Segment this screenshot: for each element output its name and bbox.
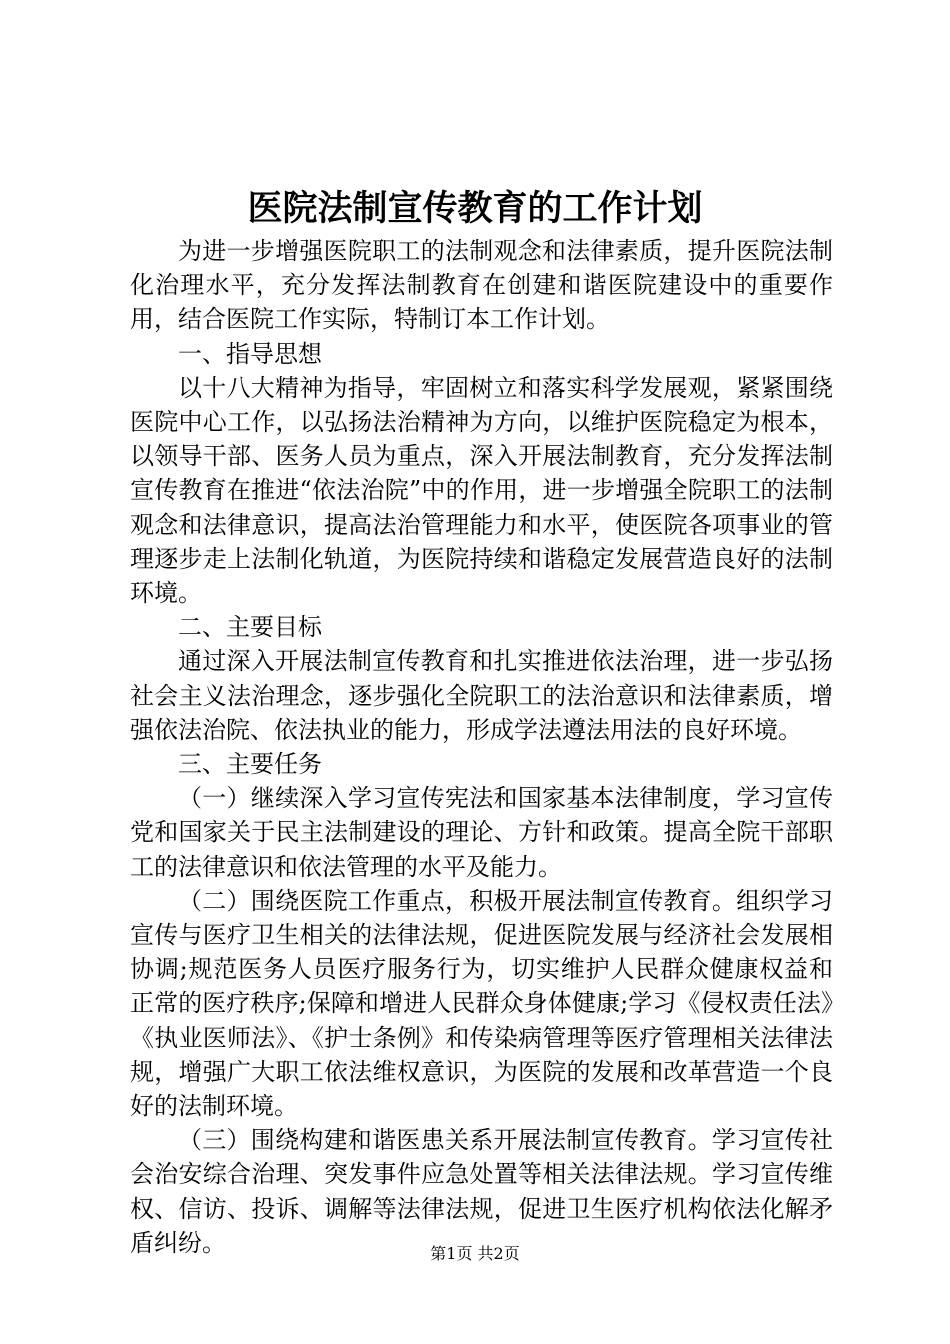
task-paragraph: （三）围绕构建和谐医患关系开展法制宣传教育。学习宣传社会治安综合治理、突发事件应急处置等相关法律法规。学习宣传维权、信访、投诉、调解等法律法规，促进卫生医疗机构依法化解矛盾纠纷。	[130, 1126, 833, 1257]
page-number: 第1页 共2页	[430, 1244, 520, 1263]
task-paragraph: （二）围绕医院工作重点，积极开展法制宣传教育。组织学习宣传与医疗卫生相关的法律法规，促进医院发展与经济社会发展相协调;规范医务人员医疗服务行为，切实维护人民群众健康权益和正常的医疗秩序;保障和增进人民群众身体健康;学习《侵权责任法》《执业医师法》、《护士条例》和传染病管理等医疗管理相关法律法规，增强广大职工依法维权意识，为医院的发展和改革营造一个良好的法制环境。	[130, 886, 833, 1121]
document-title: 医院法制宣传教育的工作计划	[247, 188, 703, 229]
document-body	[130, 234, 833, 1260]
task-paragraph: （一）继续深入学习宣传宪法和国家基本法律制度，学习宣传党和国家关于民主法制建设的理论、方针和政策。提高全院干部职工的法律意识和依法管理的水平及能力。	[130, 784, 833, 881]
section-heading-main-tasks: 三、主要任务	[178, 750, 322, 779]
body-paragraph: 通过深入开展法制宣传教育和扎实推进依法治理，进一步弘扬社会主义法治理念，逐步强化全院职工的法治意识和法律素质，增强依法治院、依法执业的能力，形成学法遵法用法的良好环境。	[130, 647, 833, 744]
section-heading-guiding-ideology: 一、指导思想	[178, 339, 322, 368]
body-paragraph: 以十八大精神为指导，牢固树立和落实科学发展观，紧紧围绕医院中心工作，以弘扬法治精神为方向，以维护医院稳定为根本，以领导干部、医务人员为重点，深入开展法制教育，充分发挥法制宣传教育在推进“依法治院”中的作用，进一步增强全院职工的法制观念和法律意识，提高法治管理能力和水平，使医院各项事业的管理逐步走上法制化轨道，为医院持续和谐稳定发展营造良好的法制环境。	[130, 373, 833, 608]
intro-paragraph: 为进一步增强医院职工的法制观念和法律素质，提升医院法制化治理水平，充分发挥法制教育在创建和谐医院建设中的重要作用，结合医院工作实际，特制订本工作计划。	[130, 237, 833, 334]
section-heading-main-goals: 二、主要目标	[178, 613, 322, 642]
